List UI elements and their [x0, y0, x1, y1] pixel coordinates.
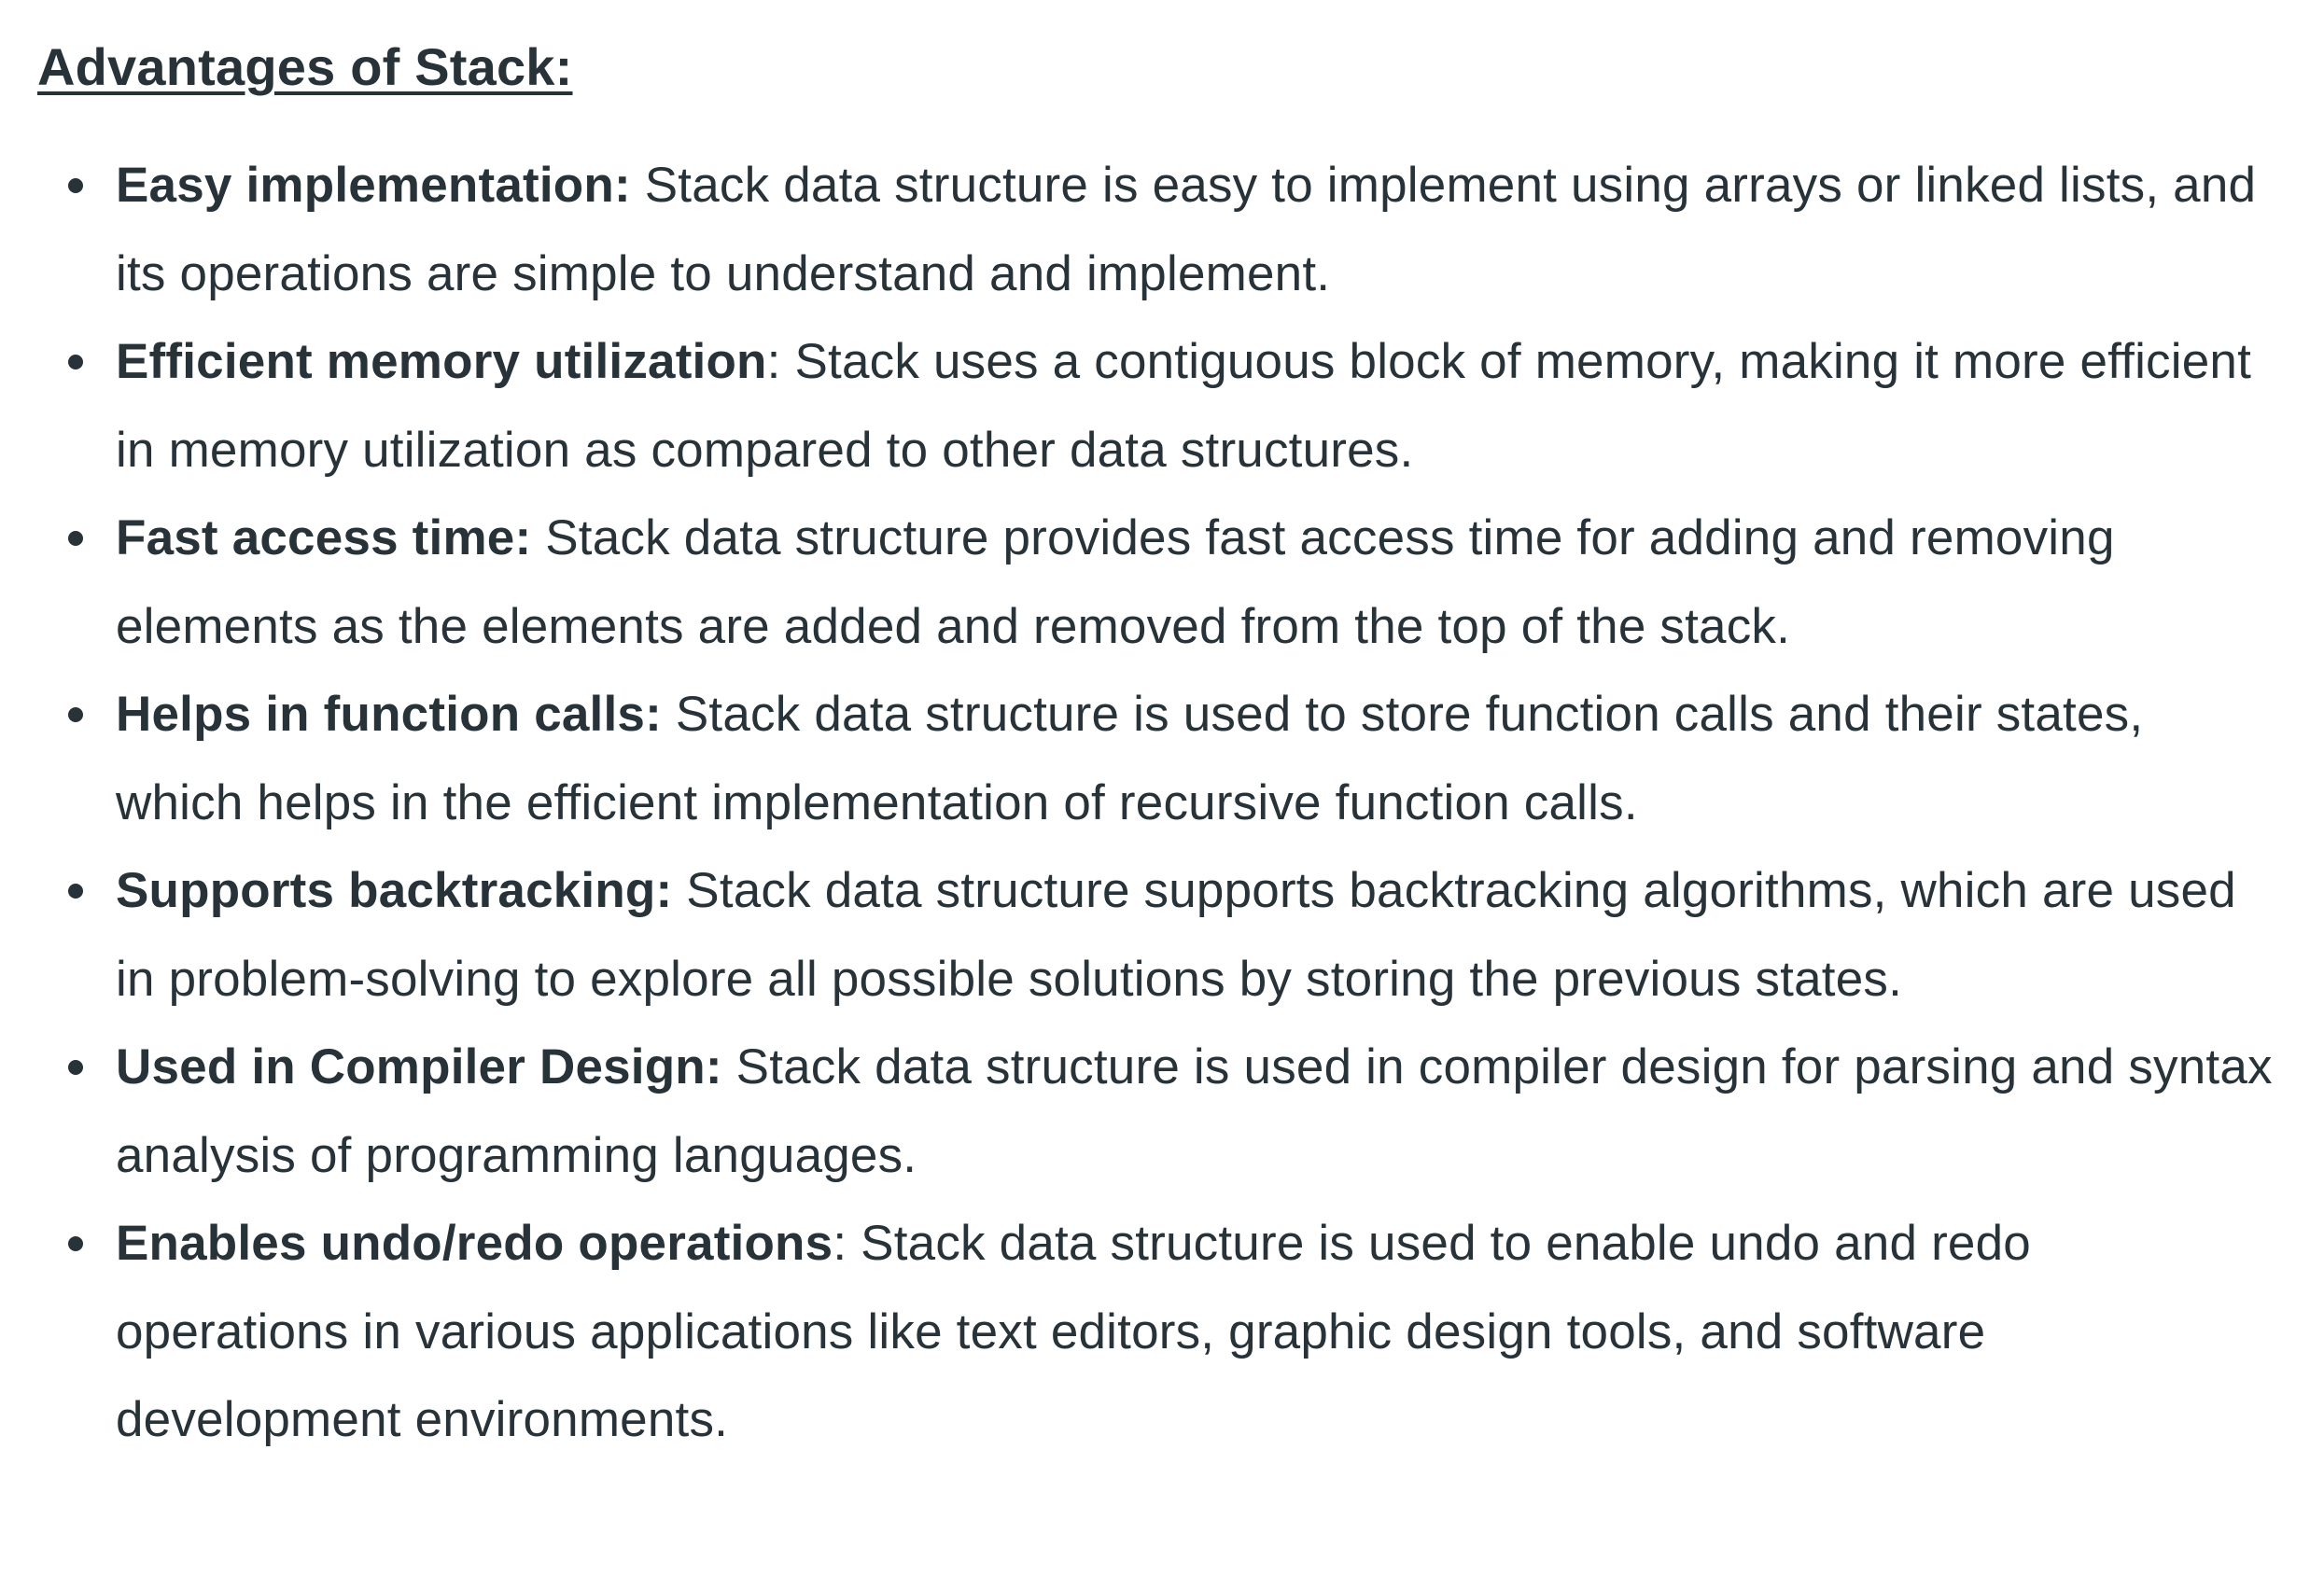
- bullet-icon: [68, 1236, 83, 1251]
- item-term: Helps in function calls:: [116, 687, 662, 742]
- item-term: Fast access time:: [116, 510, 532, 565]
- bullet-icon: [68, 355, 83, 369]
- item-description: : Stack uses a contiguous block of memory, making it more efficient in memory utilization as compared to other data structures.: [116, 334, 2251, 478]
- item-term: Easy implementation:: [116, 158, 631, 213]
- item-term: Supports backtracking:: [116, 863, 673, 918]
- item-description: : Stack data structure is used to enable undo and redo operations in various applications like text editors, graphic design tools, and software development environments.: [116, 1216, 2031, 1447]
- item-description: Stack data structure is used in compiler design for parsing and syntax analysis of programming languages.: [116, 1039, 2273, 1183]
- bullet-icon: [68, 178, 83, 193]
- list-item: [37, 1024, 2277, 1200]
- bullet-icon: [68, 531, 83, 546]
- list-item: [37, 318, 2277, 495]
- list-item: [37, 847, 2277, 1024]
- section-heading: Advantages of Stack:: [37, 37, 573, 96]
- advantages-list: [37, 142, 2324, 1465]
- item-description: Stack data structure provides fast access time for adding and removing elements as the elements are added and removed from the top of the stack.: [116, 510, 2115, 654]
- bullet-icon: [68, 884, 83, 899]
- item-term: Used in Compiler Design:: [116, 1039, 722, 1094]
- item-term: Enables undo/redo operations: [116, 1216, 833, 1271]
- list-item: [37, 671, 2277, 847]
- item-description: Stack data structure is used to store function calls and their states, which helps in the efficient implementation of recursive function calls.: [116, 687, 2144, 830]
- list-item: [37, 142, 2277, 318]
- item-term: Efficient memory utilization: [116, 334, 767, 389]
- bullet-icon: [68, 707, 83, 722]
- bullet-icon: [68, 1060, 83, 1075]
- item-description: Stack data structure is easy to implement using arrays or linked lists, and its operations are simple to understand and implement.: [116, 158, 2257, 301]
- list-item: [37, 495, 2277, 671]
- item-description: Stack data structure supports backtracking algorithms, which are used in problem-solving to explore all possible solutions by storing the previous states.: [116, 863, 2236, 1007]
- list-item: [37, 1200, 2277, 1465]
